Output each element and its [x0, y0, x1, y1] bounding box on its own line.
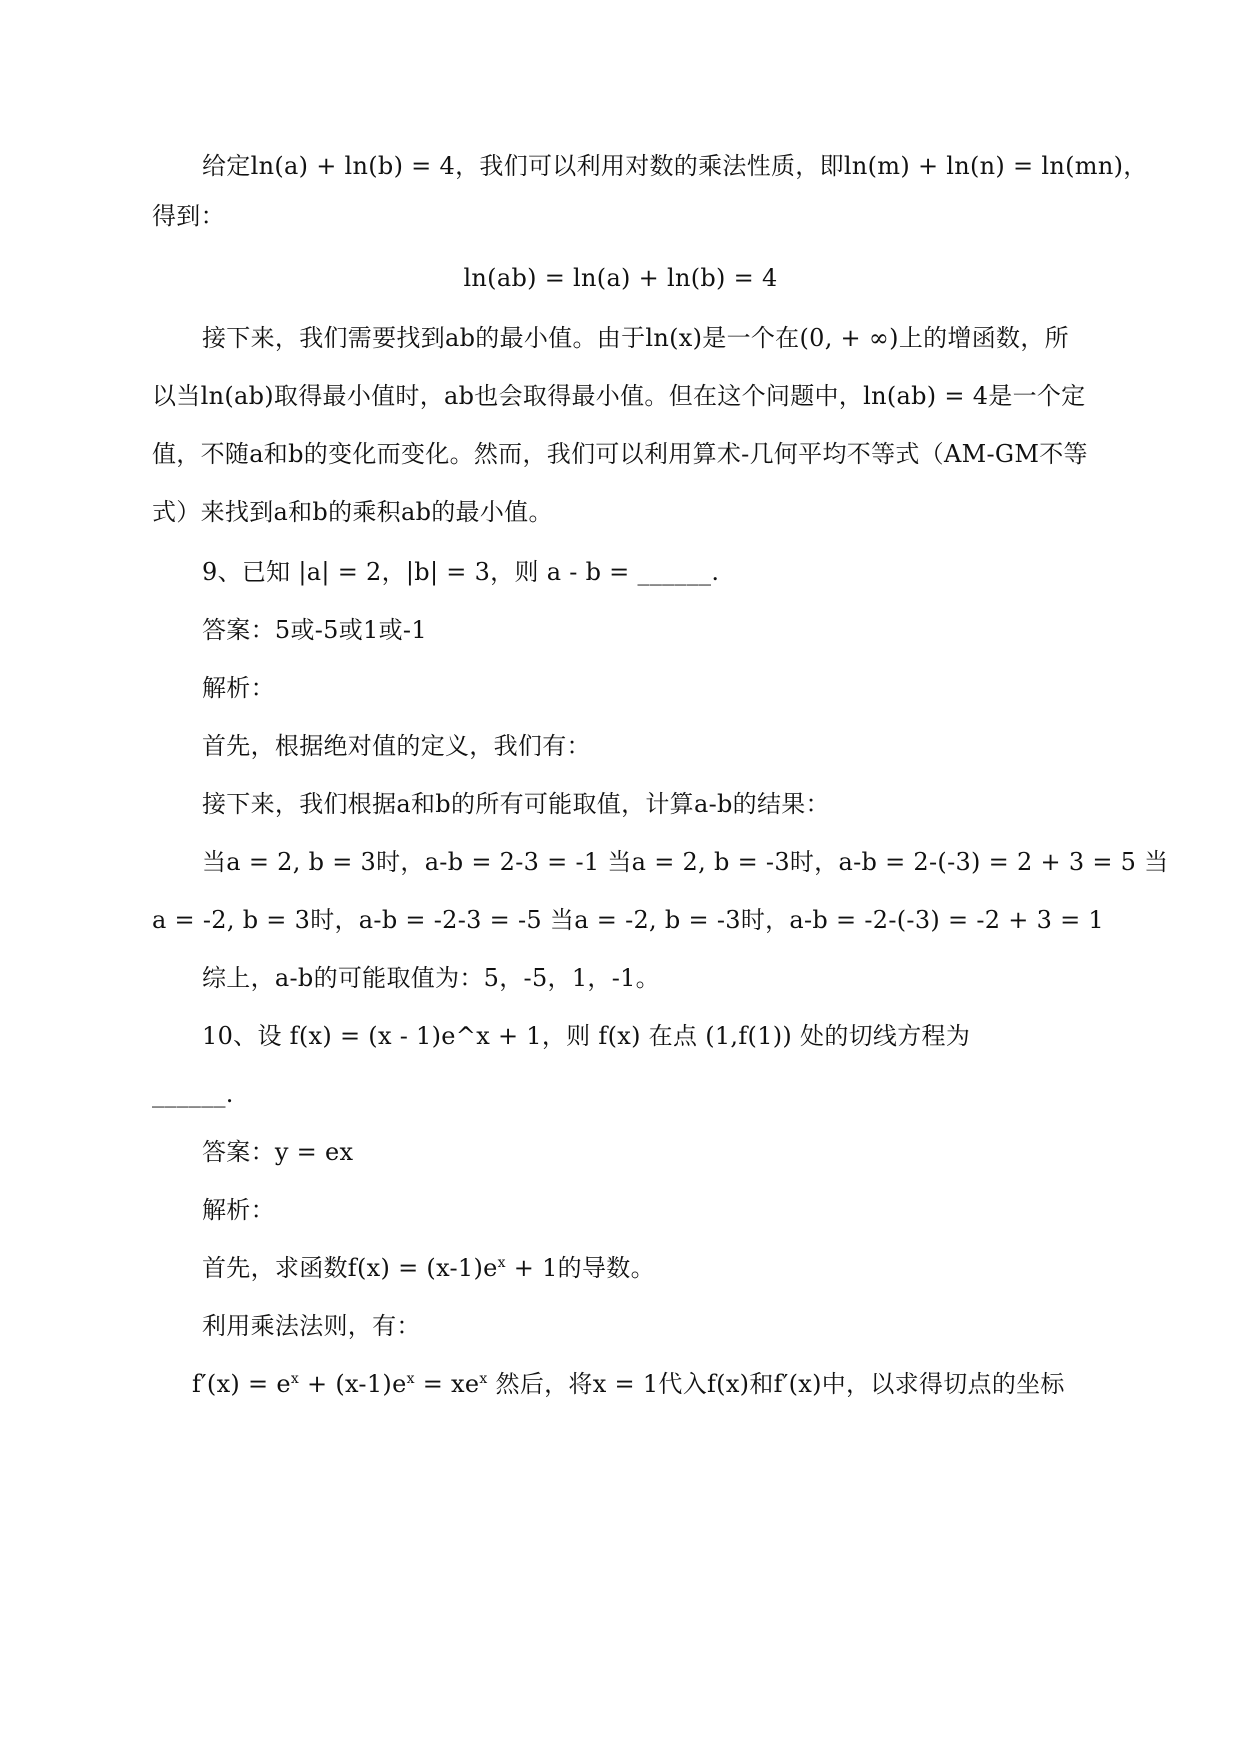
derivative-part-a: f′(x) = e [192, 1370, 291, 1398]
exponent-x: x [290, 1371, 300, 1387]
question-9-cases-line1: 当a = 2, b = 3时，a-b = 2-3 = -1 当a = 2, b = -3时，a-b = 2-(-3) = 2 + 3 = 5 当 [202, 848, 1169, 876]
step1-text-pre: 首先，求函数f(x) = (x-1)e [202, 1254, 498, 1282]
equation-ln-ab: ln(ab) = ln(a) + ln(b) = 4 [463, 264, 778, 292]
paragraph-min-ab-line3: 值，不随a和b的变化而变化。然而，我们可以利用算术-几何平均不等式（AM-GM不等 [152, 440, 1088, 468]
question-9-analysis-label: 解析： [202, 674, 275, 702]
question-9: 9、已知 |a| = 2，|b| = 3，则 a - b = ______. [202, 558, 720, 586]
step1-text-post: + 1的导数。 [505, 1254, 655, 1282]
paragraph-min-ab-line2: 以当ln(ab)取得最小值时，ab也会取得最小值。但在这个问题中，ln(ab) = 4是一个定 [152, 382, 1086, 410]
question-10-blank: ______. [152, 1080, 234, 1108]
paragraph-log-property-line2: 得到： [152, 202, 225, 230]
paragraph-min-ab-line1: 接下来，我们需要找到ab的最小值。由于ln(x)是一个在(0, + ∞)上的增函数，所 [202, 324, 1069, 352]
question-10: 10、设 f(x) = (x - 1)e^x + 1，则 f(x) 在点 (1,f(1)) 处的切线方程为 [202, 1022, 971, 1050]
question-9-summary: 综上，a-b的可能取值为：5，-5，1，-1。 [202, 964, 660, 992]
paragraph-min-ab-line4: 式）来找到a和b的乘积ab的最小值。 [152, 498, 553, 526]
derivative-part-d: 然后，将x = 1代入f(x)和f′(x)中，以求得切点的坐标 [487, 1370, 1065, 1398]
question-10-derivative-line [192, 1368, 1065, 1400]
question-9-step2: 接下来，我们根据a和b的所有可能取值，计算a-b的结果： [202, 790, 830, 818]
question-10-step2: 利用乘法法则，有： [202, 1312, 421, 1340]
question-9-cases-line2: a = -2, b = 3时，a-b = -2-3 = -5 当a = -2, b = -3时，a-b = -2-(-3) = -2 + 3 = 1 [152, 906, 1104, 934]
question-9-step1: 首先，根据绝对值的定义，我们有： [202, 732, 591, 760]
exponent-x: x [497, 1255, 506, 1271]
question-9-answer: 答案：5或-5或1或-1 [202, 616, 427, 644]
exponent-x: x [479, 1371, 488, 1387]
question-10-analysis-label: 解析： [202, 1196, 275, 1224]
paragraph-log-property-line1: 给定ln(a) + ln(b) = 4，我们可以利用对数的乘法性质，即ln(m) + ln(n) = ln(mn)， [202, 152, 1148, 180]
question-10-answer: 答案：y = ex [202, 1138, 354, 1166]
derivative-part-c: = xe [414, 1370, 480, 1398]
question-10-step1 [202, 1252, 655, 1284]
derivative-part-b: + (x-1)e [299, 1370, 407, 1398]
exponent-x: x [406, 1371, 415, 1387]
